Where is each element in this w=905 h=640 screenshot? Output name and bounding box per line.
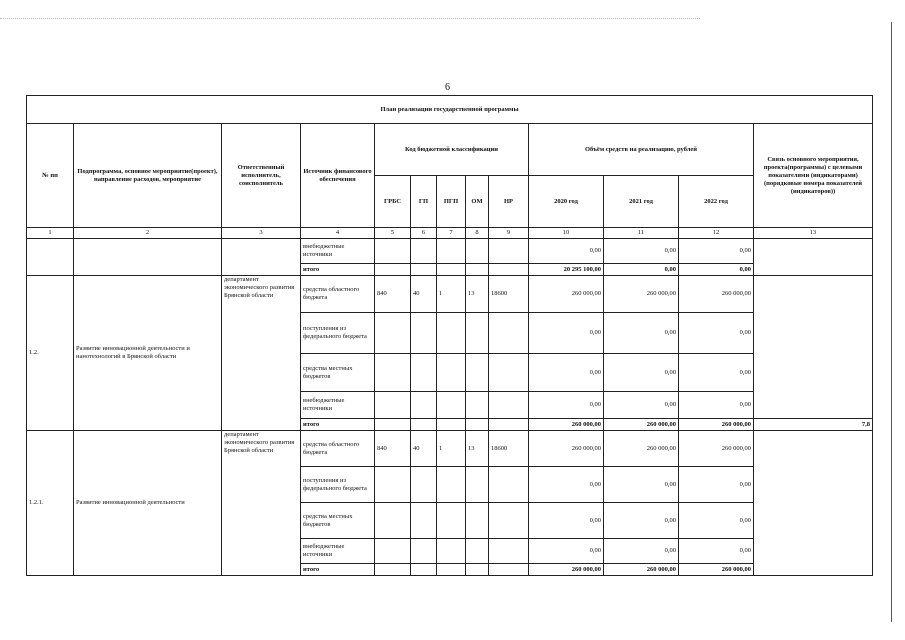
value-2020: 260 000,00	[529, 431, 604, 467]
value-2021: 0,00	[604, 354, 679, 392]
value-2020: 260 000,00	[529, 419, 604, 431]
value-2022: 0,00	[679, 264, 754, 276]
grbs-cell: 840	[375, 276, 411, 313]
source-cell: поступления из федерального бюджета	[301, 467, 375, 503]
row-executor: департамент экономического развития Брянской области	[222, 431, 301, 576]
value-2020: 0,00	[529, 354, 604, 392]
gp-cell: 40	[411, 431, 437, 467]
empty-cell	[754, 276, 873, 419]
value-2022: 260 000,00	[679, 419, 754, 431]
row-number: 1.2.1.	[27, 431, 74, 576]
value-2022: 260 000,00	[679, 276, 754, 313]
col-number: 7	[437, 228, 466, 239]
value-2021: 0,00	[604, 264, 679, 276]
header-row-1	[27, 124, 873, 176]
value-2022: 0,00	[679, 503, 754, 539]
value-2020: 0,00	[529, 392, 604, 419]
value-2022: 260 000,00	[679, 564, 754, 576]
pgp-cell: 1	[437, 431, 466, 467]
value-2022: 0,00	[679, 392, 754, 419]
source-cell: итого	[301, 264, 375, 276]
header-2021: 2021 год	[604, 176, 679, 228]
gp-cell: 40	[411, 276, 437, 313]
header-name: Подпрограмма, основное мероприятие(проект), направление расходов, мероприятие	[74, 124, 222, 228]
header-budget-code: Код бюджетной классификации	[375, 124, 529, 176]
source-cell: внебюджетные источники	[301, 392, 375, 419]
value-2021: 260 000,00	[604, 564, 679, 576]
value-2020: 0,00	[529, 503, 604, 539]
row-executor: департамент экономического развития Брянской области	[222, 276, 301, 431]
row-name: Развитие инновационной деятельности	[74, 431, 222, 576]
header-source: Источник финансового обеспечения	[301, 124, 375, 228]
source-cell: средства местных бюджетов	[301, 354, 375, 392]
value-2021: 0,00	[604, 467, 679, 503]
source-cell: итого	[301, 564, 375, 576]
source-cell: средства областного бюджета	[301, 276, 375, 313]
col-number: 8	[466, 228, 489, 239]
empty-cell	[74, 239, 222, 276]
value-2021: 0,00	[604, 239, 679, 264]
value-2022: 0,00	[679, 239, 754, 264]
source-cell: внебюджетные источники	[301, 239, 375, 264]
header-grbs: ГРБС	[375, 176, 411, 228]
table-row	[27, 431, 873, 467]
nr-cell: 18600	[489, 431, 529, 467]
row-name: Развитие инновационной деятельности и нанотехнологий в Брянской области	[74, 276, 222, 431]
empty-cell	[754, 431, 873, 576]
header-link: Связь основного мероприятия, проекта(программы) с целевыми показателями (индикаторами) (порядковые номера показателей (индикаторов))	[754, 124, 873, 228]
empty-cell	[754, 239, 873, 276]
table-row	[27, 276, 873, 313]
value-2020: 260 000,00	[529, 276, 604, 313]
column-number-row	[27, 228, 873, 239]
value-2022: 0,00	[679, 467, 754, 503]
header-2022: 2022 год	[679, 176, 754, 228]
pgp-cell: 1	[437, 276, 466, 313]
value-2020: 260 000,00	[529, 564, 604, 576]
value-2020: 0,00	[529, 313, 604, 354]
col-number: 6	[411, 228, 437, 239]
value-2020: 0,00	[529, 539, 604, 564]
header-om: ОМ	[466, 176, 489, 228]
source-cell: средства областного бюджета	[301, 431, 375, 467]
value-2020: 0,00	[529, 467, 604, 503]
header-gp: ГП	[411, 176, 437, 228]
empty-cell	[27, 239, 74, 276]
value-2021: 0,00	[604, 313, 679, 354]
col-number: 9	[489, 228, 529, 239]
table-row	[27, 239, 873, 264]
source-cell: поступления из федерального бюджета	[301, 313, 375, 354]
col-number: 12	[679, 228, 754, 239]
empty-cell	[222, 239, 301, 276]
header-2020: 2020 год	[529, 176, 604, 228]
col-number: 3	[222, 228, 301, 239]
col-number: 10	[529, 228, 604, 239]
header-executor: Ответственный исполнитель, соисполнитель	[222, 124, 301, 228]
header-nr: НР	[489, 176, 529, 228]
header-num: № пп	[27, 124, 74, 228]
col-number: 2	[74, 228, 222, 239]
grbs-cell: 840	[375, 431, 411, 467]
col-number: 4	[301, 228, 375, 239]
col-number: 1	[27, 228, 74, 239]
table-title-row	[27, 96, 873, 124]
scan-artifact-edge	[891, 22, 892, 622]
value-2022: 0,00	[679, 313, 754, 354]
value-2021: 0,00	[604, 539, 679, 564]
page-number: 6	[445, 82, 450, 93]
nr-cell: 18600	[489, 276, 529, 313]
value-2020: 0,00	[529, 239, 604, 264]
value-2021: 260 000,00	[604, 419, 679, 431]
col-number: 5	[375, 228, 411, 239]
om-cell: 13	[466, 431, 489, 467]
header-pgp: ПГП	[437, 176, 466, 228]
value-2021: 260 000,00	[604, 431, 679, 467]
table-title: План реализации государственной программы	[27, 96, 873, 124]
scan-artifact-top	[0, 18, 700, 19]
value-2021: 260 000,00	[604, 276, 679, 313]
header-volume: Объём средств на реализацию, рублей	[529, 124, 754, 176]
source-cell: средства местных бюджетов	[301, 503, 375, 539]
indicator-link: 7,8	[754, 419, 873, 431]
col-number: 11	[604, 228, 679, 239]
value-2022: 0,00	[679, 354, 754, 392]
source-cell: итого	[301, 419, 375, 431]
program-plan-table	[26, 95, 873, 576]
value-2020: 20 295 100,00	[529, 264, 604, 276]
row-number: 1.2.	[27, 276, 74, 431]
value-2022: 260 000,00	[679, 431, 754, 467]
value-2021: 0,00	[604, 503, 679, 539]
value-2021: 0,00	[604, 392, 679, 419]
col-number: 13	[754, 228, 873, 239]
value-2022: 0,00	[679, 539, 754, 564]
om-cell: 13	[466, 276, 489, 313]
source-cell: внебюджетные источники	[301, 539, 375, 564]
